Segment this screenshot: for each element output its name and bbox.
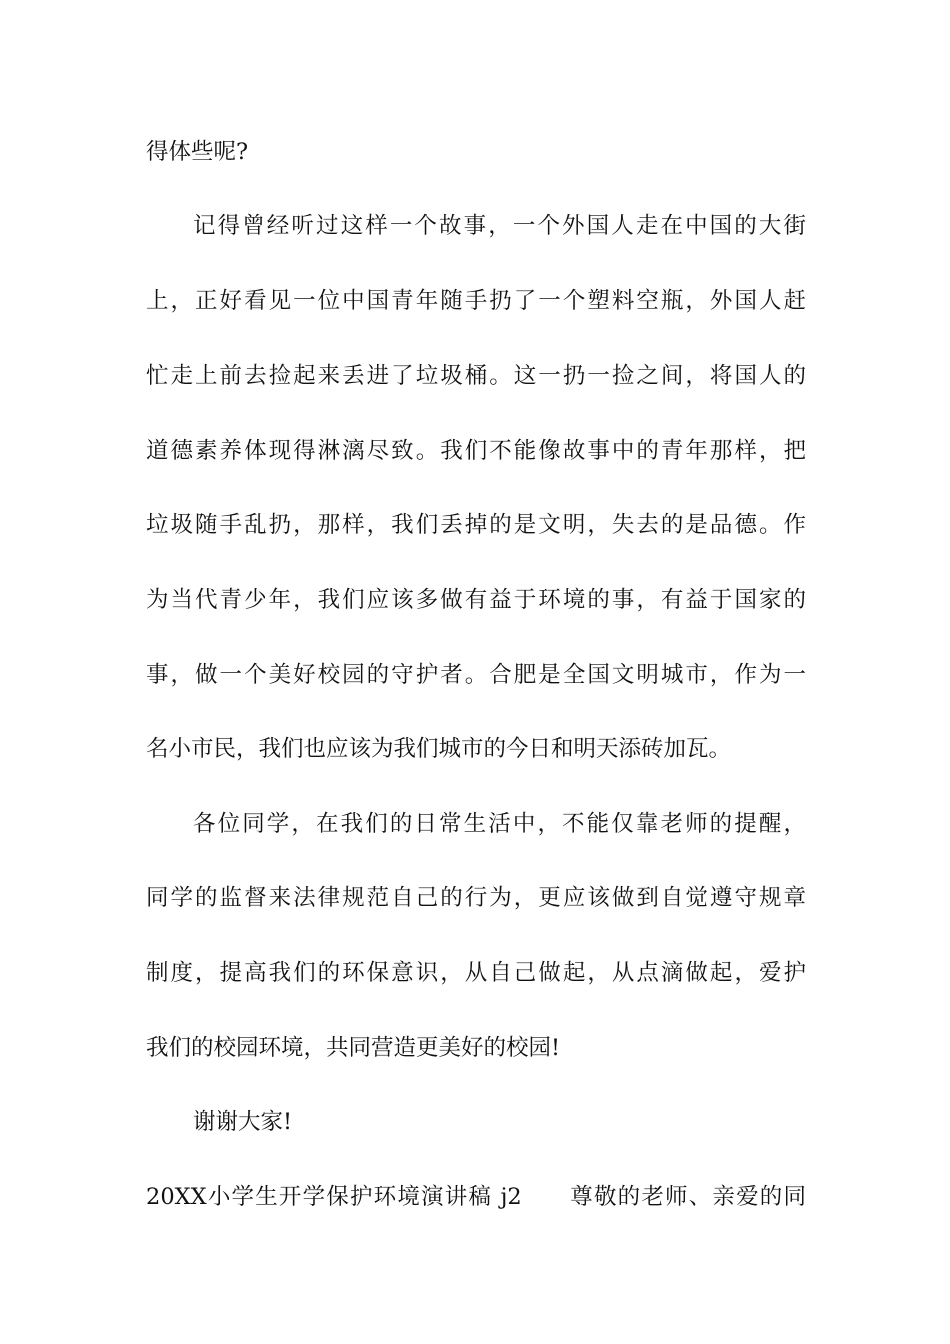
text-line: 为当代青少年，我们应该多做有益于环境的事，有益于国家的	[146, 587, 806, 613]
text-line: 同学的监督来法律规范自己的行为，更应该做到自觉遵守规章	[146, 885, 806, 911]
text-line: 事，做一个美好校园的守护者。合肥是全国文明城市，作为一	[146, 662, 806, 688]
text-line: 得体些呢?	[146, 139, 249, 165]
text-line: 各位同学，在我们的日常生活中，不能仅靠老师的提醒，	[193, 811, 806, 837]
text-line: 道德素养体现得淋漓尽致。我们不能像故事中的青年那样，把	[146, 438, 806, 464]
text-line: 名小市民，我们也应该为我们城市的今日和明天添砖加瓦。	[146, 736, 732, 762]
text-line: 上，正好看见一位中国青年随手扔了一个塑料空瓶，外国人赶	[146, 288, 806, 314]
text-line: 20XX小学生开学保护环境演讲稿 j2 尊敬的老师、亲爱的同	[146, 1184, 806, 1210]
text-line: 记得曾经听过这样一个故事，一个外国人走在中国的大街	[193, 213, 806, 239]
text-line: 制度，提高我们的环保意识，从自己做起，从点滴做起，爱护	[146, 960, 806, 986]
text-line: 忙走上前去捡起来丢进了垃圾桶。这一扔一捡之间，将国人的	[146, 363, 806, 389]
text-line: 我们的校园环境，共同营造更美好的校园!	[146, 1035, 561, 1061]
text-line: 谢谢大家!	[193, 1109, 293, 1135]
text-line: 垃圾随手乱扔，那样，我们丢掉的是文明，失去的是品德。作	[146, 512, 806, 538]
